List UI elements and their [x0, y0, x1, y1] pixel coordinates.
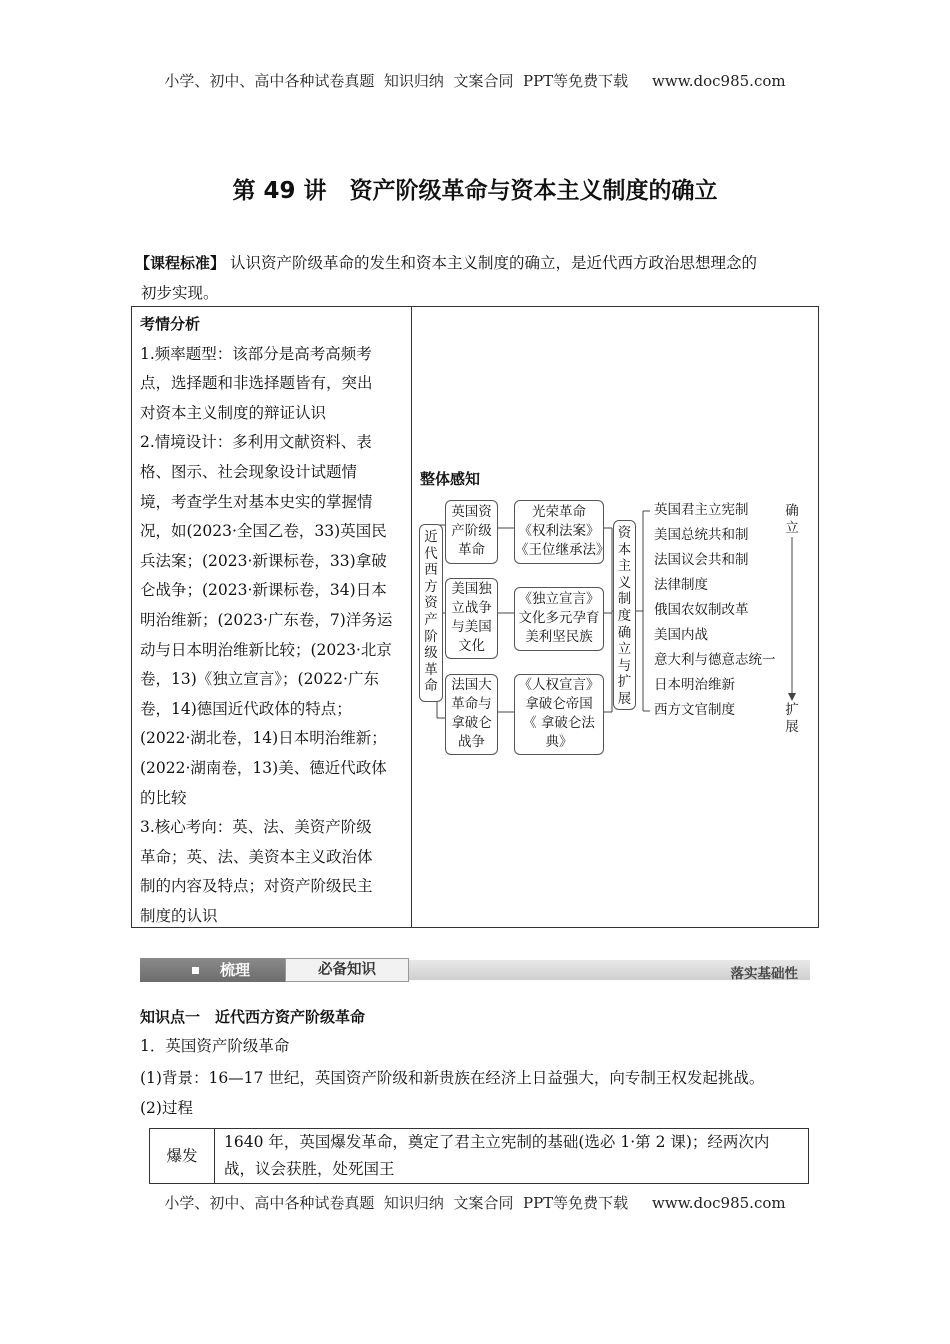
arrow-char: 展	[785, 718, 799, 735]
node-line: 光荣革命	[532, 504, 586, 520]
root-char: 代	[424, 545, 438, 562]
node-line: 《独立宣言》	[518, 591, 600, 607]
analysis-line: 卷，14)德国近代政体的特点；	[140, 699, 352, 718]
analysis-line: 点，选择题和非选择题皆有，突出	[140, 374, 373, 393]
knowledge-item-1: 1．英国资产阶级革命	[140, 1037, 290, 1055]
node-line: 与美国	[451, 619, 492, 635]
knowledge-heading: 知识点一 近代西方资产阶级革命	[140, 1008, 366, 1026]
node-line: 《 拿破仑法	[523, 715, 595, 731]
system-item: 日本明治维新	[654, 677, 735, 693]
section-banner	[140, 958, 810, 982]
root-char: 西	[424, 562, 438, 579]
system-char: 资	[617, 525, 632, 541]
root-char: 方	[424, 578, 438, 595]
system-item: 法国议会共和制	[654, 552, 749, 568]
analysis-line: 对资本主义制度的辩证认识	[140, 403, 327, 422]
node-line: 拿破仑	[451, 715, 492, 731]
system-item: 意大利与德意志统一	[654, 652, 776, 668]
analysis-line: 3.核心考向：英、法、美资产阶级	[140, 818, 372, 837]
arrow-char: 确	[785, 503, 799, 519]
system-items	[654, 498, 776, 723]
standard-tag: 【课程标准】	[135, 254, 226, 272]
result-node-england	[514, 500, 610, 564]
system-node	[613, 520, 636, 710]
node-line: 革命与	[451, 696, 492, 712]
analysis-line: 况，如(2023·全国乙卷，33)英国民	[140, 522, 387, 541]
node-line: 法国大	[451, 677, 492, 693]
node-line: 美利坚民族	[525, 629, 593, 645]
node-line: 英国资	[451, 504, 492, 520]
root-char: 阶	[424, 628, 438, 645]
node-line: 《权利法案》	[518, 523, 600, 539]
banner-right-label: 落实基础性	[730, 966, 798, 982]
analysis-line: 卷，13)《独立宣言》；(2022·广东	[140, 670, 379, 689]
root-char: 产	[424, 611, 438, 628]
node-line: 美国独	[451, 581, 492, 597]
node-line: 文化	[458, 638, 485, 654]
root-char: 革	[424, 661, 438, 678]
system-char: 主	[617, 558, 632, 575]
page-header: 小学、初中、高中各种试卷真题 知识归纳 文案合同 PPT等免费下载 www.doc985.com	[164, 72, 786, 90]
root-char: 近	[424, 529, 438, 545]
process-row-line-1: 1640 年，英国爆发革命，奠定了君主立宪制的基础(选必 1·第 2 课)；经两次内	[224, 1133, 770, 1151]
analysis-line: (2022·湖南卷，13)美、德近代政体	[140, 758, 387, 777]
root-char: 资	[424, 595, 438, 612]
system-char: 制	[617, 591, 632, 608]
node-line: 立战争	[451, 600, 492, 616]
revolution-node-france	[445, 674, 498, 755]
system-char: 扩	[617, 674, 632, 691]
node-line: 《王位继承法》	[515, 542, 610, 558]
analysis-line: 的比较	[140, 788, 187, 807]
analysis-line: 明治维新；(2023·广东卷，7)洋务运	[140, 610, 393, 629]
standard-line-1: 认识资产阶级革命的发生和资本主义制度的确立，是近代西方政治思想理念的	[229, 254, 757, 272]
root-node	[419, 524, 443, 702]
system-char: 度	[617, 607, 632, 624]
process-row-line-2: 战，议会获胜，处死国王	[224, 1160, 395, 1178]
system-char: 义	[617, 574, 632, 591]
arrow-head	[788, 693, 796, 701]
analysis-line: 1.频率题型：该部分是高考高频考	[140, 344, 372, 363]
arrow-char: 扩	[785, 702, 799, 718]
node-line: 战争	[458, 734, 485, 750]
system-char: 确	[617, 624, 632, 641]
arrow-char: 立	[785, 519, 799, 536]
node-line: 产阶级	[451, 523, 492, 539]
analysis-line: 动与日本明治维新比较；(2023·北京	[140, 640, 392, 659]
analysis-line: 格、图示、社会现象设计试题情	[140, 462, 358, 481]
square-icon	[192, 967, 199, 974]
analysis-heading: 考情分析	[140, 315, 201, 333]
analysis-line: 境，考查学生对基本史实的掌握情	[140, 492, 373, 511]
page-title: 第 49 讲 资产阶级革命与资本主义制度的确立	[232, 178, 718, 204]
system-item: 英国君主立宪制	[654, 502, 749, 518]
process-row-label: 爆发	[150, 1129, 215, 1183]
banner-dark-tab	[140, 958, 285, 982]
page-footer: 小学、初中、高中各种试卷真题 知识归纳 文案合同 PPT等免费下载 www.doc985.com	[164, 1194, 786, 1212]
system-item: 法律制度	[654, 577, 708, 593]
arrow-label-bottom	[785, 702, 799, 735]
node-line: 典》	[545, 734, 573, 750]
system-item: 西方文官制度	[654, 702, 735, 718]
result-node-america	[514, 587, 604, 651]
knowledge-process: (2)过程	[140, 1099, 193, 1117]
arrow-label-top	[785, 503, 799, 536]
system-char: 本	[617, 541, 632, 558]
knowledge-background: (1)背景：16—17 世纪，英国资产阶级和新贵族在经济上日益强大，向专制王权发起挑战。	[140, 1069, 765, 1087]
analysis-line: 革命；英、法、美资本主义政治体	[140, 847, 373, 866]
analysis-line: 制的内容及特点；对资产阶级民主	[140, 877, 373, 896]
result-node-france	[514, 674, 604, 755]
node-line: 革命	[458, 542, 485, 558]
system-char: 立	[617, 641, 632, 658]
standard-line-2: 初步实现。	[141, 284, 219, 302]
process-table	[149, 1128, 809, 1184]
analysis-line: (2022·湖北卷，14)日本明治维新；	[140, 729, 387, 748]
analysis-line: 制度的认识	[140, 906, 218, 925]
analysis-line: 2.情境设计：多利用文献资料、表	[140, 433, 372, 452]
system-char: 展	[617, 690, 632, 707]
root-char: 级	[424, 645, 438, 662]
node-line: 《人权宣言》	[518, 677, 600, 693]
analysis-line: 仑战争；(2023·新课标卷，34)日本	[140, 581, 387, 600]
node-line: 文化多元孕育	[518, 610, 600, 626]
revolution-node-england	[445, 500, 498, 564]
root-char: 命	[424, 678, 438, 695]
revolution-node-america	[445, 578, 498, 659]
system-item: 俄国农奴制改革	[654, 602, 749, 618]
system-item: 美国总统共和制	[654, 527, 749, 543]
node-line: 拿破仑帝国	[525, 696, 593, 712]
banner-dark-label: 梳理	[220, 961, 251, 979]
analysis-line: 兵法案；(2023·新课标卷，33)拿破	[140, 551, 387, 570]
diagram-heading: 整体感知	[420, 470, 481, 488]
banner-light-label: 必备知识	[285, 958, 409, 982]
system-item: 美国内战	[654, 627, 708, 643]
system-char: 与	[617, 657, 632, 674]
process-row-content	[224, 1129, 800, 1183]
